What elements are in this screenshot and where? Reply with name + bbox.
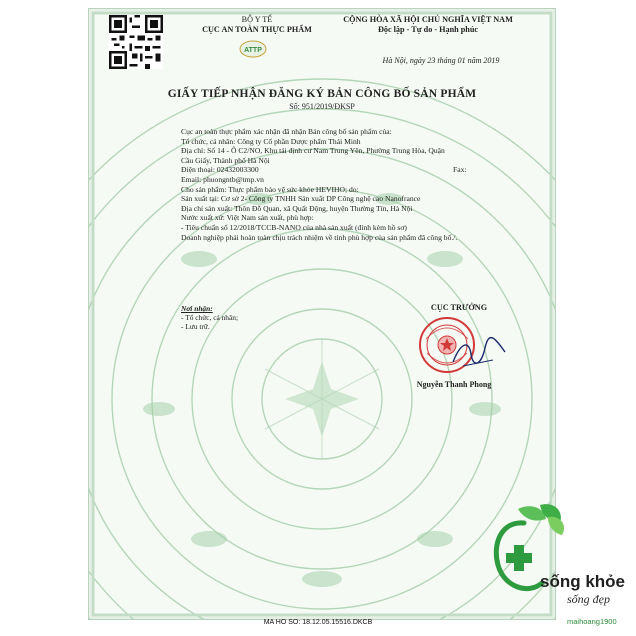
fax-label: Fax: (453, 165, 467, 175)
agency-emblem-text: ATTP (244, 47, 262, 54)
issuing-agency-block (197, 15, 317, 35)
issue-date: Hà Nội, ngày 23 tháng 01 năm 2019 (382, 56, 500, 65)
recipients-label: Nơi nhận: (181, 304, 213, 313)
document-number: Số: 951/2019/ĐKSP (289, 102, 355, 111)
body-line: Địa chỉ: Số 14 - Ô C2/NO, Khu tái định cư Nam Trung Yên, Phường Trung Hòa, Quận (181, 146, 445, 156)
body-line: Doanh nghiệp phải hoàn toàn chịu trách nhiệm về tính phù hợp của sản phẩm đã công bố./. (181, 232, 458, 242)
signatory-title: CỤC TRƯỞNG (430, 303, 488, 312)
body-line: Sản xuất tại: Cơ sở 2- Công ty TNHH Sản xuất DP Công nghệ cao Nanofrance (181, 194, 421, 204)
brand-tagline: sống đẹp (567, 592, 610, 606)
phone-fax-line (181, 165, 511, 175)
brand-handle: maihoang1900 (567, 617, 617, 626)
body-line: Cục an toàn thực phẩm xác nhận đã nhận Bản công bố sản phẩm của: (181, 127, 392, 136)
body-line: - Tiêu chuẩn số 12/2018/TCCB-NANO của nhà sản xuất (đính kèm hồ sơ) (181, 222, 407, 232)
phone-number: Điện thoại: 02432003300 (181, 165, 259, 175)
body-line: Cho sản phẩm: Thực phẩm bảo vệ sức khỏe HEVIHO; do: (181, 184, 359, 194)
body-line: Cầu Giấy, Thành phố Hà Nội (181, 155, 270, 165)
recipient-item: - Tổ chức, cá nhân; (181, 313, 239, 323)
recipient-item: - Lưu trữ. (181, 322, 210, 332)
national-header-block (315, 15, 541, 35)
ministry-name: BỘ Y TẾ (241, 15, 273, 24)
body-line: Địa chỉ sản xuất: Thôn Đỗ Quan, xã Quất Động, huyện Thường Tín, Hà Nội (181, 203, 413, 213)
signatory-name: Nguyễn Thanh Phong (416, 380, 492, 389)
email-line: Email: phuongntb@tmp.vn (181, 174, 264, 184)
agency-name: CỤC AN TOÀN THỰC PHẨM (202, 25, 312, 34)
handwritten-signature (449, 332, 509, 372)
document-body (181, 127, 511, 242)
document-title: GIẤY TIẾP NHẬN ĐĂNG KÝ BẢN CÔNG BỐ SẢN PHẨM (167, 88, 477, 100)
national-motto: Độc lập - Tự do - Hạnh phúc (377, 25, 479, 34)
dossier-code: MA HO SO: 18.12.05.15516.DKCB (263, 619, 373, 626)
qr-code (109, 15, 163, 69)
agency-emblem-icon (239, 40, 267, 58)
body-line: Tổ chức, cá nhân: Công ty Cổ phần Dược phẩm Thái Minh (181, 136, 361, 146)
brand-name: sống khỏe (540, 572, 626, 591)
recipients-block (181, 304, 238, 332)
body-line: Nước xuất xứ: Việt Nam sản xuất, phù hợp: (181, 213, 314, 223)
country-name: CỘNG HÒA XÃ HỘI CHỦ NGHĨA VIỆT NAM (343, 15, 513, 24)
